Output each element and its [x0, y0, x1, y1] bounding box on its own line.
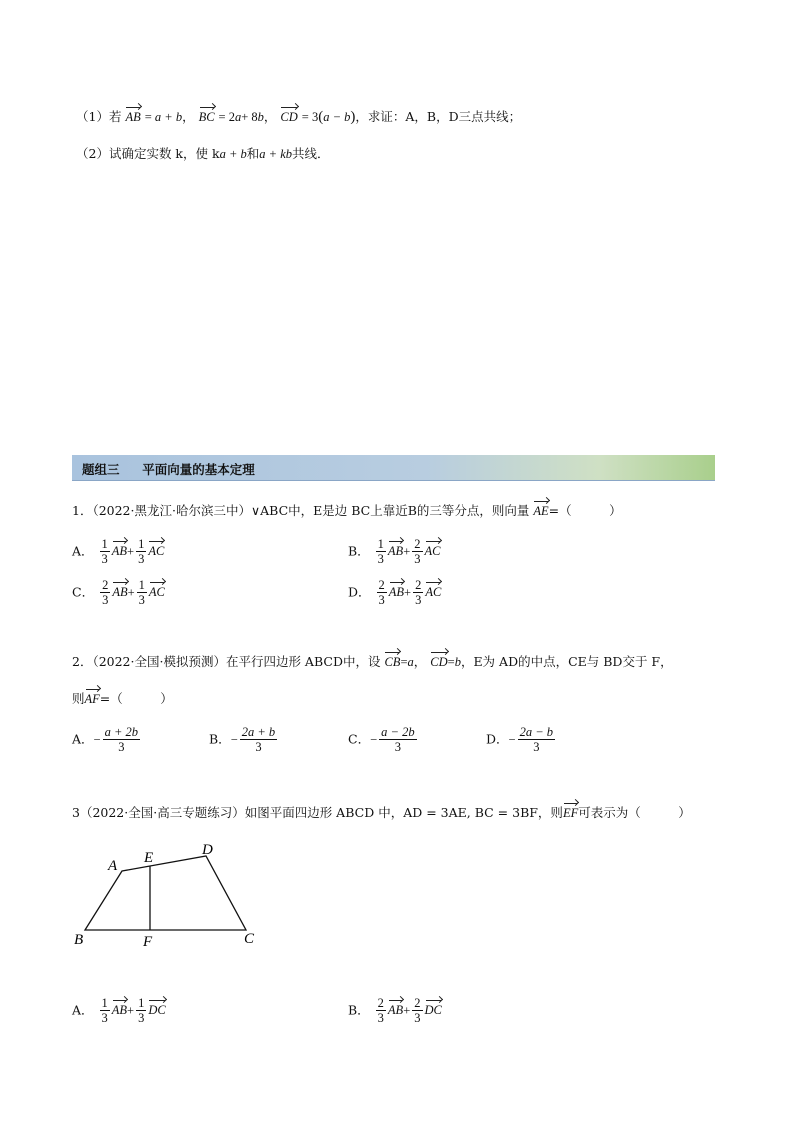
problem-1-option-d: D． $\frac{2}{3}$ AB+ $\frac{2}{3}$ AC: [348, 578, 442, 608]
section-label: 题组三: [82, 462, 120, 477]
expr-a-plus-kb: a + kb: [259, 147, 292, 161]
problem-2-stem: 2．（2022·全国·模拟预测）在平行四边形 ABCD中，设 CB=a， CD=b，E为 AD的中点，CE与 BD交于 F，: [72, 654, 673, 669]
question-1-line: （1）若 AB = a + b， BC = 2a+ 8b， CD = 3(a − b)，求证：A，B，D三点共线；: [76, 109, 522, 125]
problem-1-option-c: C． $\frac{2}{3}$ AB+ $\frac{1}{3}$ AC: [72, 578, 165, 608]
vector-cd: CD: [280, 110, 298, 124]
fig-label-c: C: [244, 931, 255, 947]
vector-cb: CB: [384, 655, 401, 669]
vector-ae: AE: [533, 504, 549, 518]
problem-1-option-a: A． $\frac{1}{3}$ AB+ $\frac{1}{3}$ AC: [72, 537, 165, 567]
quadrilateral-figure: [70, 838, 270, 953]
problem-3-option-a: A． $\frac{1}{3}$ AB+ $\frac{1}{3}$ DC: [72, 996, 166, 1026]
problem-1-stem: 1．（2022·黑龙江·哈尔滨三中）∨ABC中，E是边 BC上靠近B的三等分点，则向量 AE=（ ）: [72, 503, 622, 518]
vector-ef: EF: [562, 806, 579, 820]
fig-label-d: D: [202, 842, 213, 858]
problem-2-option-c: C．− $\frac{a - 2b}{3}$: [348, 725, 415, 755]
expr-a-plus-b: a + b: [154, 110, 183, 124]
section-header: [72, 455, 715, 481]
problem-2-stem-line2: 则AF=（ ）: [72, 691, 173, 706]
question-1-tail: ，求证：A，B，D三点共线；: [355, 109, 522, 124]
vector-af: AF: [84, 692, 100, 706]
question-2-line: （2）试确定实数 k，使 ka + b和a + kb共线．: [76, 146, 330, 161]
problem-1-option-b: B． $\frac{1}{3}$ AB+ $\frac{2}{3}$ AC: [348, 537, 441, 567]
vector-cd: CD: [430, 655, 448, 669]
problem-2-option-b: B．− $\frac{2a + b}{3}$: [209, 725, 276, 755]
fig-label-e: E: [144, 850, 154, 866]
problem-3-option-b: B． $\frac{2}{3}$ AB+ $\frac{2}{3}$ DC: [348, 996, 442, 1026]
nabla-symbol: ∨: [250, 504, 261, 518]
expr-a-minus-b: a − b: [323, 110, 351, 124]
fig-label-a: A: [108, 858, 118, 874]
problem-2-option-d: D．− $\frac{2a - b}{3}$: [486, 725, 554, 755]
fig-label-f: F: [143, 934, 153, 950]
vector-ab: AB: [125, 110, 141, 124]
fig-label-b: B: [74, 932, 84, 948]
problem-3-stem: 3（2022·全国·高三专题练习）如图平面四边形 ABCD 中，AD = 3AE, BC = 3BF，则EF可表示为（ ）: [72, 805, 691, 820]
problem-2-option-a: A．− $\frac{a + 2b}{3}$: [72, 725, 139, 755]
section-title: 平面向量的基本定理: [142, 462, 255, 477]
expr-ka-plus-b: a + b: [219, 147, 247, 161]
vector-bc: BC: [198, 110, 215, 124]
